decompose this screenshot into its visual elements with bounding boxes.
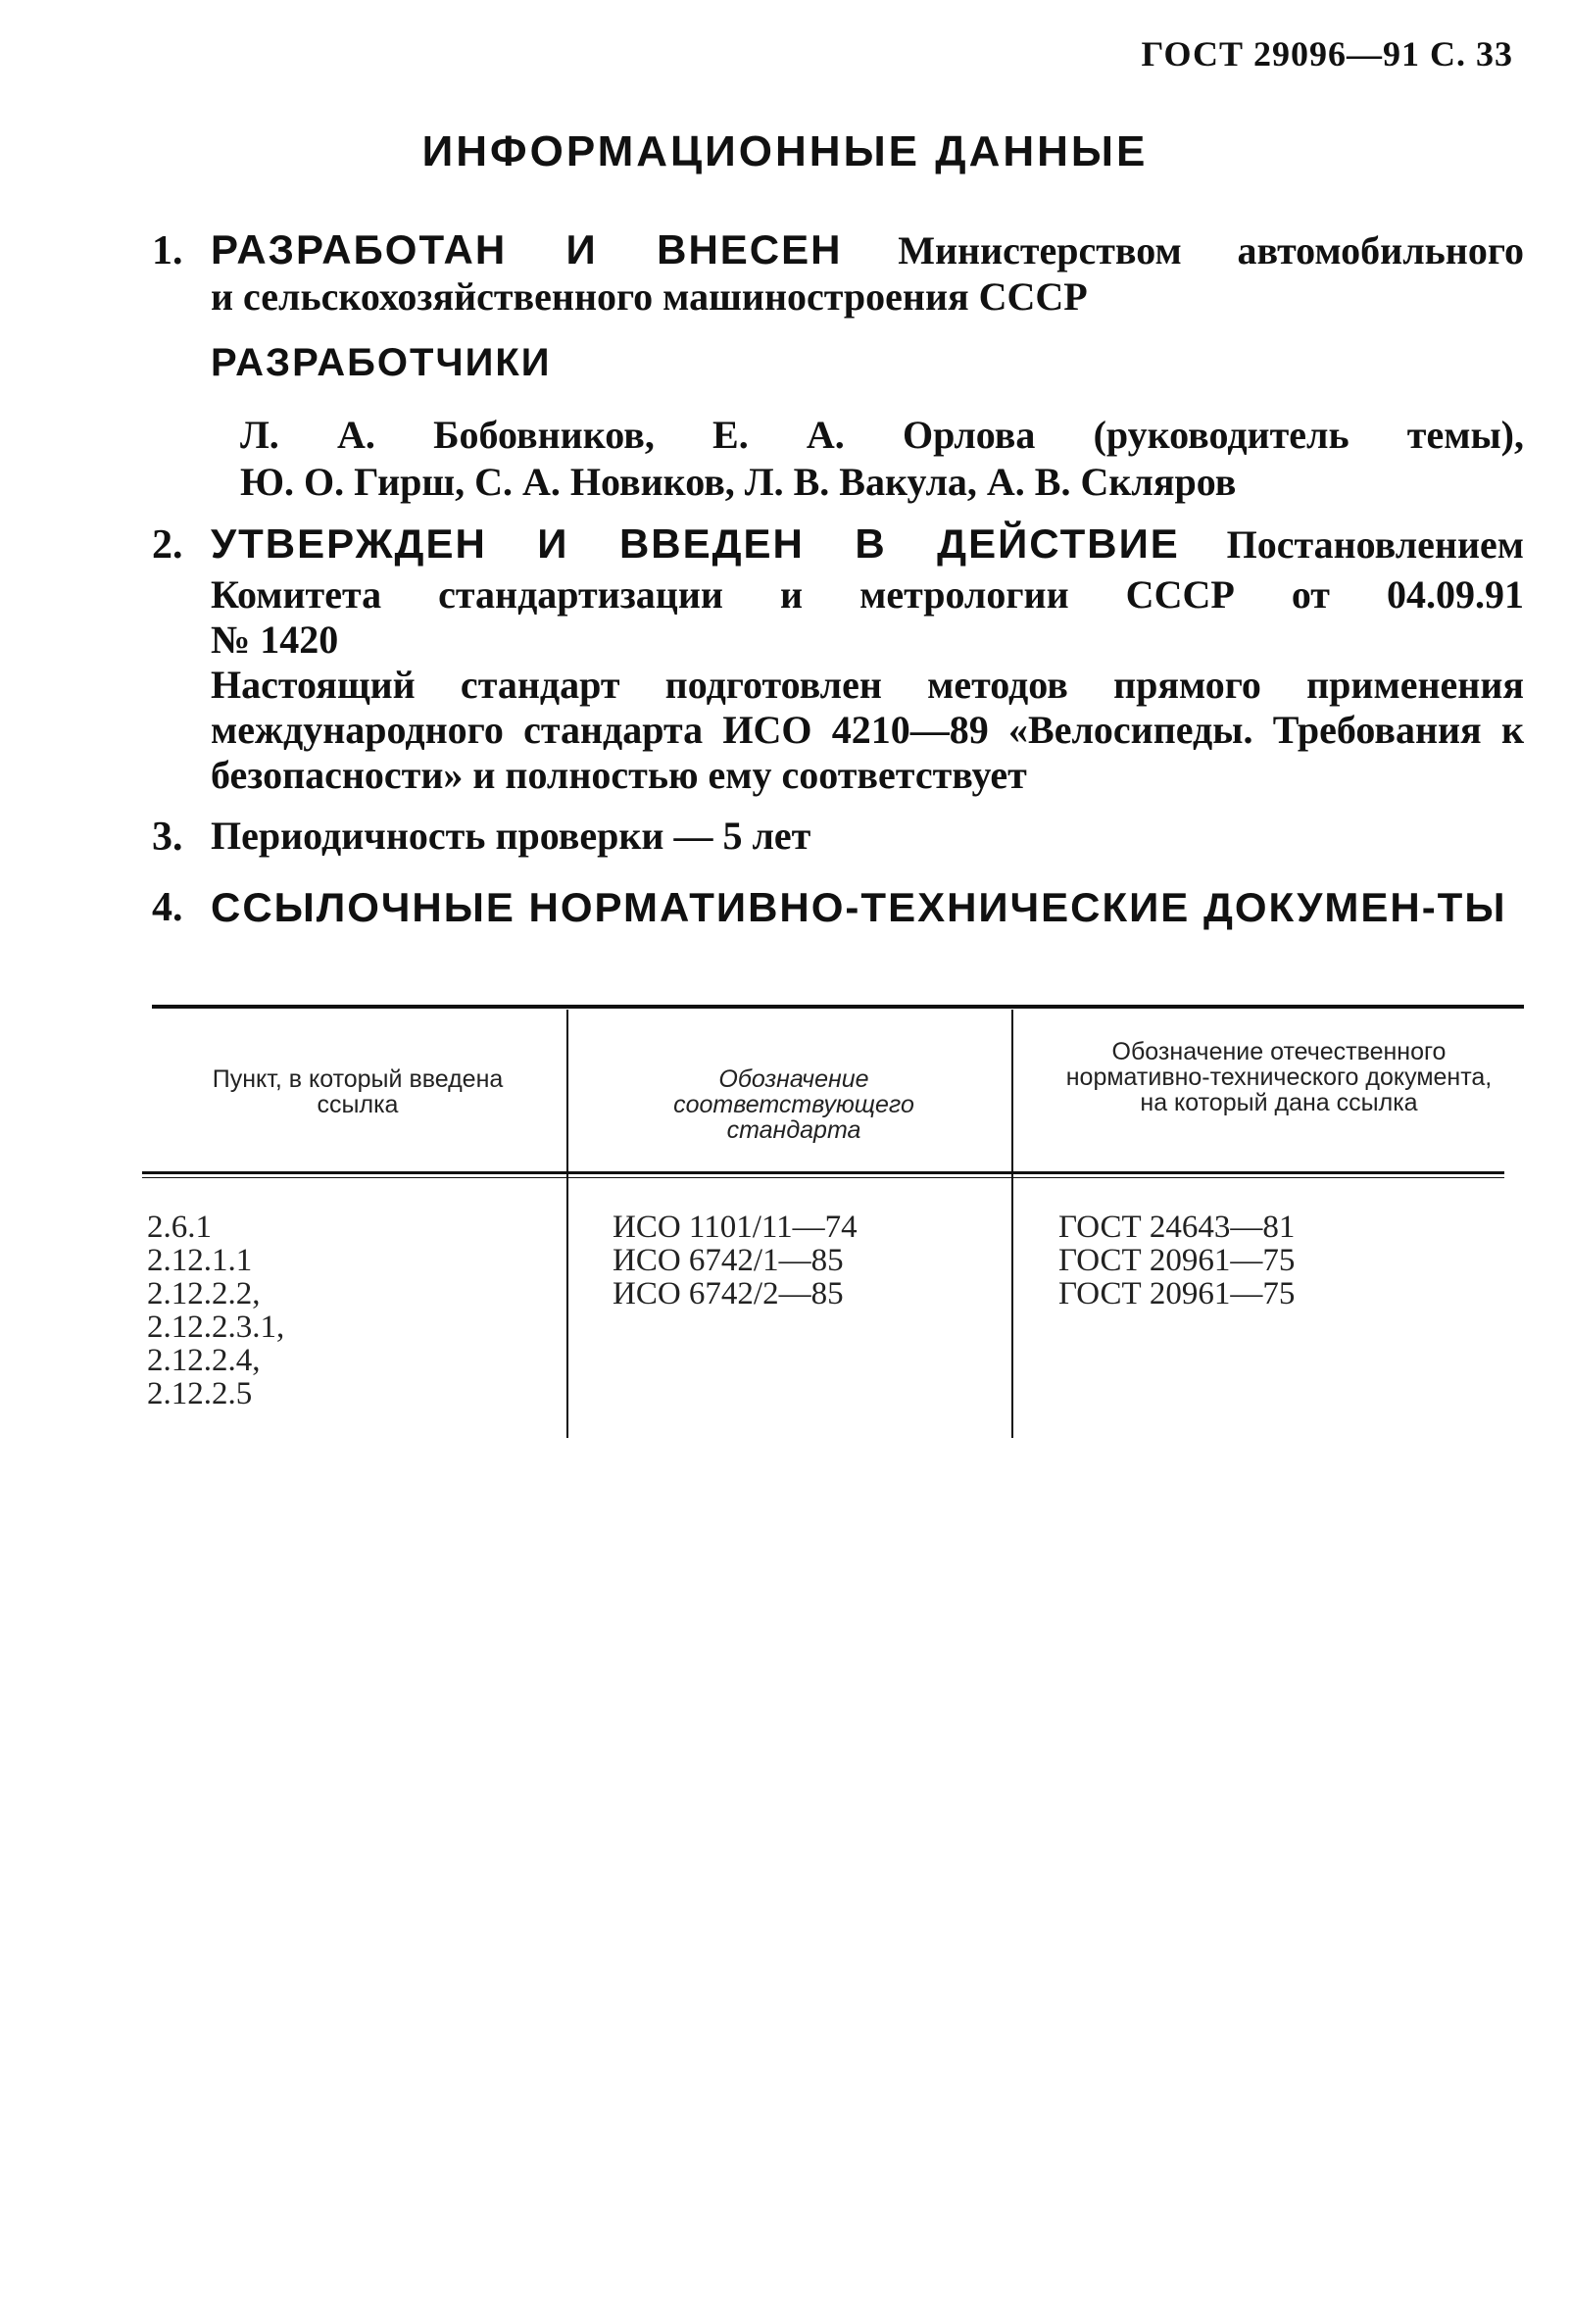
page-header: ГОСТ 29096—91 С. 33: [1141, 34, 1513, 74]
section-number: 1.: [152, 228, 183, 273]
table-header-col2: Обозначение соответствующего стандарта: [673, 1065, 914, 1144]
developers-line-2: Ю. О. Гирш, С. А. Новиков, Л. В. Вакула, А. В. Скляров: [240, 460, 1237, 504]
table-header-col1: Пункт, в который введена ссылка: [212, 1065, 504, 1118]
section-1-line-2: и сельскохозяйственного машиностроения СССР: [211, 274, 1088, 319]
table-cell: ГОСТ 20961—75: [1058, 1243, 1296, 1278]
developers-line-1: Л. А. Бобовников, Е. А. Орлова (руководитель темы),: [240, 413, 1524, 457]
section-1-lead: РАЗРАБОТАН И ВНЕСЕН: [211, 226, 843, 272]
table-cell: 2.12.2.3.1,: [147, 1310, 285, 1345]
table-cell: 2.12.1.1: [147, 1243, 253, 1278]
section-3-text: Периодичность проверки — 5 лет: [211, 814, 811, 858]
table-divider-2: [1011, 1010, 1013, 1438]
section-number: 4.: [152, 885, 183, 930]
table-col2: [613, 1211, 858, 1310]
section-1-line-1: [211, 227, 1524, 273]
section-number: 2.: [152, 522, 183, 568]
section-1-line1-rest: Министерством автомобильного: [898, 228, 1524, 272]
section-2-line-3: № 1420: [211, 618, 339, 662]
table-top-rule: [152, 1005, 1524, 1009]
section-2-note: Настоящий стандарт подготовлен методов прямого применения международного стандарта ИСО 4210—89 «Велосипеды. Требования к безопасности» и полностью ему соответствует: [211, 663, 1524, 797]
table-col3: [1058, 1211, 1295, 1310]
table-cell: 2.12.2.5: [147, 1376, 253, 1411]
developers-list: [240, 412, 1524, 506]
table-divider-1: [566, 1010, 568, 1438]
document-title: ИНФОРМАЦИОННЫЕ ДАННЫЕ: [421, 127, 1149, 175]
table-cell: ИСО 1101/11—74: [613, 1210, 858, 1245]
developers-heading: РАЗРАБОТЧИКИ: [211, 341, 552, 384]
section-4-heading: ССЫЛОЧНЫЕ НОРМАТИВНО-ТЕХНИЧЕСКИЕ ДОКУМЕН-ТЫ: [211, 884, 1507, 930]
table-header-rule: [142, 1171, 1504, 1174]
table-cell: 2.12.2.4,: [147, 1343, 261, 1378]
table-cell: 2.12.2.2,: [147, 1276, 261, 1311]
section-2-lead: УТВЕРЖДЕН И ВВЕДЕН В ДЕЙСТВИЕ: [211, 520, 1180, 567]
table-col1: [147, 1211, 284, 1410]
table-header-col3: Обозначение отечественного нормативно-технического документа, на который дана ссылка: [1065, 1038, 1493, 1116]
table-cell: ИСО 6742/1—85: [613, 1243, 844, 1278]
table-header-rule-thin: [142, 1177, 1504, 1178]
section-2-line1-rest: Постановлением: [1226, 522, 1525, 567]
table-cell: ГОСТ 20961—75: [1058, 1276, 1296, 1311]
section-2-line-2: Комитета стандартизации и метрологии СССР от 04.09.91: [211, 572, 1524, 617]
table-cell: 2.6.1: [147, 1210, 212, 1245]
table-cell: ГОСТ 24643—81: [1058, 1210, 1296, 1245]
table-cell: ИСО 6742/2—85: [613, 1276, 844, 1311]
section-2-line-1: [211, 521, 1524, 568]
section-number: 3.: [152, 815, 183, 860]
